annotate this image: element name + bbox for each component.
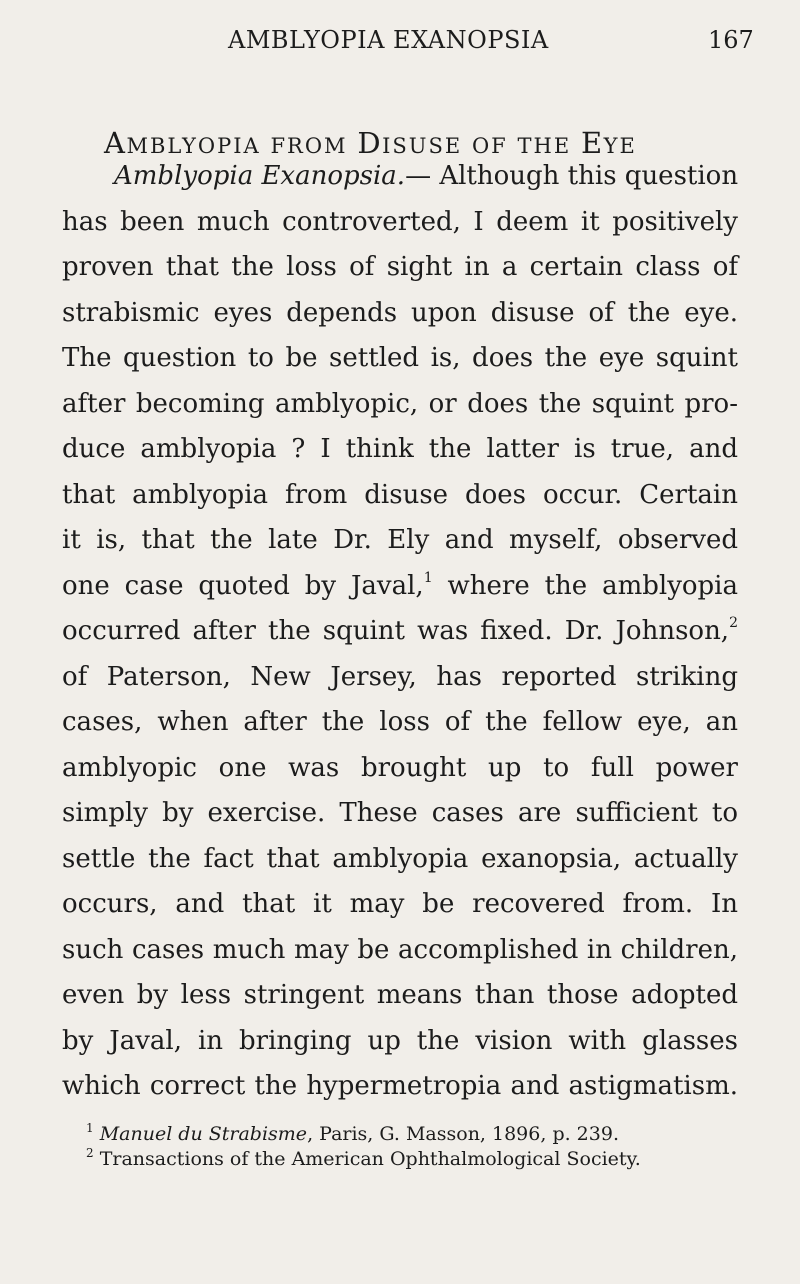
line-text-a: occurred after the squint was fixed. Dr. Johnson, — [62, 616, 730, 646]
paragraph-line-footnote-1 — [62, 564, 738, 610]
paragraph-line-1 — [62, 154, 738, 200]
paragraph-lead-rest: — Although this question — [405, 161, 739, 191]
heading-word-1-rest: MBLYOPIA — [126, 134, 261, 158]
heading-word-3-cap: D — [357, 126, 383, 160]
paragraph-line-footnote-2 — [62, 609, 738, 655]
footnote-1-title: Manuel du Strabisme — [99, 1123, 308, 1145]
paragraph-line: amblyopic one was brought up to full power — [62, 752, 738, 783]
heading-word-6-rest: YE — [603, 134, 637, 158]
paragraph-line: even by less stringent means than those adopted — [62, 980, 738, 1010]
heading-word-1-cap: A — [104, 126, 127, 160]
paragraph-line: simply by exercise. These cases are sufficient to — [62, 798, 738, 828]
heading-word-2: FROM — [270, 134, 348, 158]
paragraph-line: it is, that the late Dr. Ely and myself, observed — [62, 525, 738, 555]
footnote-ref-1: 1 — [423, 569, 433, 586]
paragraph-line: occurs, and that it may be recovered from. In — [62, 889, 738, 919]
heading-word-4: OF — [471, 134, 508, 158]
paragraph-line: such cases much may be accomplished in children, — [62, 934, 738, 965]
paragraph-line: settle the fact that amblyopia exanopsia, actually — [62, 843, 738, 874]
footnote-2-text: Transactions of the American Ophthalmological Society. — [99, 1148, 641, 1170]
paragraph-lead-italic: Amblyopia Exanopsia. — [114, 161, 406, 191]
footnote-1-rest: , Paris, G. Masson, 1896, p. 239. — [307, 1123, 619, 1145]
line-text-b: where the amblyopia — [432, 570, 738, 601]
paragraph-line: which correct the hypermetropia and astigmatism. — [62, 1071, 738, 1101]
paragraph-line: after becoming amblyopic, or does the squint pro- — [62, 388, 738, 419]
paragraph-line: has been much controverted, I deem it positively — [62, 206, 738, 237]
footnote-1 — [86, 1122, 746, 1147]
heading-word-6-cap: E — [580, 126, 604, 160]
footnote-2-marker: 2 — [86, 1146, 94, 1160]
paragraph-line: cases, when after the loss of the fellow eye, an — [62, 707, 738, 737]
footnotes — [86, 1122, 746, 1172]
paragraph-line: strabismic eyes depends upon disuse of the eye. — [62, 297, 738, 328]
footnote-1-marker: 1 — [86, 1121, 94, 1135]
page-number: 167 — [708, 26, 754, 54]
paragraph-line: by Javal, in bringing up the vision with glasses — [62, 1025, 738, 1056]
footnote-2 — [86, 1147, 746, 1172]
body-paragraph — [62, 154, 738, 1110]
paragraph-line: The question to be settled is, does the eye squint — [62, 343, 738, 373]
paragraph-line: that amblyopia from disuse does occur. Certain — [62, 479, 738, 510]
paragraph-line: proven that the loss of sight in a certain class of — [62, 252, 738, 282]
running-title: AMBLYOPIA EXANOPSIA — [228, 26, 549, 54]
heading-word-5: THE — [517, 134, 572, 158]
line-text-a: one case quoted by Javal, — [62, 570, 424, 601]
paragraph-line: duce amblyopia ? I think the latter is true, and — [62, 434, 738, 464]
footnote-ref-2: 2 — [729, 615, 738, 631]
heading-word-3-rest: ISUSE — [382, 134, 463, 158]
running-head — [0, 26, 800, 66]
paragraph-line: of Paterson, New Jersey, has reported striking — [62, 661, 738, 692]
